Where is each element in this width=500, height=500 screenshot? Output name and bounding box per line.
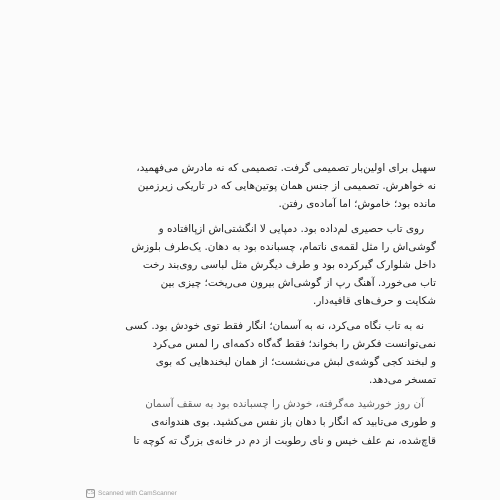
text-line: شکایت و حرف‌های قافیه‌دار.: [313, 295, 436, 308]
text-line: سهیل برای اولین‌بار تصمیمی گرفت. تصمیمی که نه مادرش می‌فهمید،: [136, 162, 436, 174]
text-line: تاب می‌خورد. آهنگ رپ از گوشی‌اش بیرون می‌ریخت؛ چیزی بین: [160, 277, 436, 290]
story-text: [124, 159, 436, 456]
watermark-text: Scanned with CamScanner: [98, 490, 177, 497]
text-line: و لبخند کجی گوشه‌ی لبش می‌نشست؛ از همان لبخندهایی که بوی: [155, 355, 436, 368]
paragraph: [124, 317, 436, 390]
paragraph: [124, 220, 436, 311]
scanner-watermark: [86, 489, 177, 498]
text-line: و طوری می‌تابید که انگار با دهان باز نفس می‌کشید. بوی هندوانه‌ی: [151, 416, 436, 429]
text-line: قاچ‌شده، نم علف خیس و نای رطوبت از دم در خانه‌ی بزرگ ته کوچه تا: [133, 434, 436, 447]
text-line: نه به تاب نگاه می‌کرد، نه به آسمان؛ انگار فقط توی خودش بود. کسی: [125, 319, 424, 332]
paragraph: [124, 159, 436, 214]
text-line: تمسخر می‌دهد.: [368, 374, 436, 387]
text-line: روی تاب حصیری لم‌داده بود. دمپایی لا انگشتی‌اش ازپاافتاده و: [158, 222, 424, 235]
text-line: آن روز خورشید مه‌گرفته، خودش را چسبانده بود به سقف آسمان: [145, 398, 424, 411]
text-line: نه خواهرش. تصمیمی از جنس همان پوتین‌هایی که در تاریکی زیرزمین: [137, 180, 436, 193]
camscanner-logo-icon: CS: [87, 490, 94, 496]
text-line: داخل شلوارک گیرکرده بود و طرف دیگرش مثل لباسی روی‌بند رخت: [142, 258, 436, 271]
text-line: گوشی‌اش را مثل لقمه‌ی ناتمام، چسبانده بود به دهان. یک‌طرف بلوزش: [131, 240, 436, 253]
text-line: نمی‌توانست فکرش را بخواند؛ فقط گه‌گاه دکمه‌ای را لمس می‌کرد: [152, 337, 436, 350]
text-line: مانده بود؛ خاموش؛ اما آماده‌ی رفتن.: [278, 198, 436, 211]
paragraph: [124, 395, 436, 450]
